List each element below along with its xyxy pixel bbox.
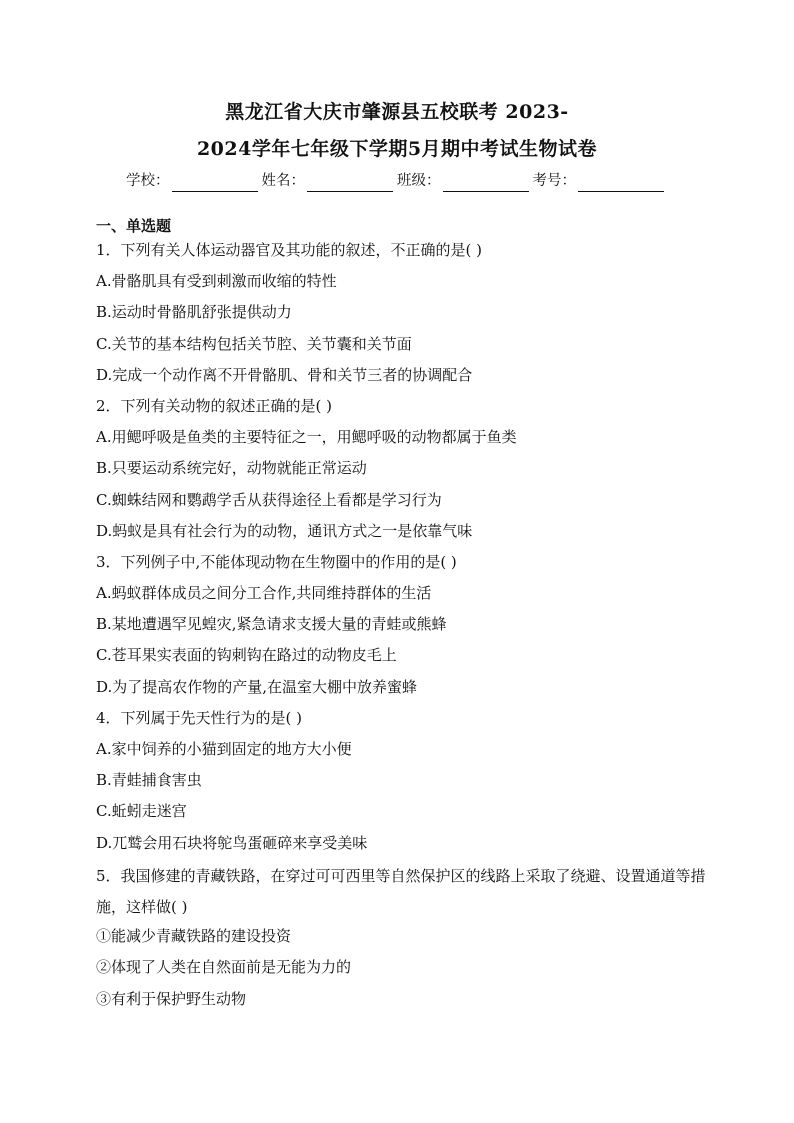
question-2-stem: 2．下列有关动物的叙述正确的是( ) xyxy=(96,396,333,415)
questions-list xyxy=(96,237,706,1017)
question-3-option-b[interactable]: B.某地遭遇罕见蝗灾,紧急请求支援大量的青蛙或熊蜂 xyxy=(96,615,447,634)
question-5-stem: 5．我国修建的青藏铁路，在穿过可可西里等自然保护区的线路上采取了绕避、设置通道等措施，这样做( ) xyxy=(96,866,706,916)
student-info-row xyxy=(0,170,794,192)
question-2-option-a[interactable]: A.用鳃呼吸是鱼类的主要特征之一，用鳃呼吸的动物都属于鱼类 xyxy=(96,428,517,447)
question-5-statement-3: ③有利于保护野生动物 xyxy=(96,989,247,1008)
question-4-stem: 4．下列属于先天性行为的是( ) xyxy=(96,708,303,727)
question-4-option-a[interactable]: A.家中饲养的小猫到固定的地方大小便 xyxy=(96,740,352,758)
class-blank[interactable] xyxy=(443,175,529,192)
class-field[interactable] xyxy=(397,170,531,192)
exam-title-line-2: 2024学年七年级下学期5月期中考试生物试卷 xyxy=(196,138,598,160)
question-1-option-b[interactable]: B.运动时骨骼肌舒张提供动力 xyxy=(96,303,292,322)
name-blank[interactable] xyxy=(307,175,393,192)
name-label: 姓名： xyxy=(261,173,305,189)
question-4-option-c[interactable]: C.蚯蚓走迷宫 xyxy=(96,802,187,821)
question-4-option-b[interactable]: B.青蛙捕食害虫 xyxy=(96,771,202,790)
school-field[interactable] xyxy=(126,170,260,192)
exam-number-blank[interactable] xyxy=(578,175,664,192)
question-5-statement-2: ②体现了人类在自然面前是无能为力的 xyxy=(96,958,352,977)
name-field[interactable] xyxy=(262,170,396,192)
exam-number-label: 考号： xyxy=(532,173,576,189)
question-2-option-d[interactable]: D.蚂蚁是具有社会行为的动物，通讯方式之一是依靠气味 xyxy=(96,521,473,540)
exam-number-field[interactable] xyxy=(533,170,667,192)
school-label: 学校： xyxy=(126,173,170,189)
question-3-stem: 3．下列例子中,不能体现动物在生物圈中的作用的是( ) xyxy=(96,552,457,571)
section-heading: 一、单选题 xyxy=(96,217,172,235)
question-1-option-c[interactable]: C.关节的基本结构包括关节腔、关节囊和关节面 xyxy=(96,334,412,353)
question-2-option-c[interactable]: C.蜘蛛结网和鹦鹉学舌从获得途径上看都是学习行为 xyxy=(96,490,442,509)
class-label: 班级： xyxy=(397,173,441,189)
school-blank[interactable] xyxy=(172,175,258,192)
question-3-option-c[interactable]: C.苍耳果实表面的钩刺钩在路过的动物皮毛上 xyxy=(96,646,397,665)
question-1-option-d[interactable]: D.完成一个动作离不开骨骼肌、骨和关节三者的协调配合 xyxy=(96,365,473,384)
question-3-option-a[interactable]: A.蚂蚁群体成员之间分工合作,共同维持群体的生活 xyxy=(96,584,432,603)
question-1-option-a[interactable]: A.骨骼肌具有受到刺激而收缩的特性 xyxy=(96,272,337,291)
question-1-stem: 1．下列有关人体运动器官及其功能的叙述，不正确的是( ) xyxy=(96,241,483,259)
question-2-option-b[interactable]: B.只要运动系统完好，动物就能正常运动 xyxy=(96,459,367,478)
question-5-statement-1: ①能减少青藏铁路的建设投资 xyxy=(96,927,292,946)
question-4-option-d[interactable]: D.兀鹫会用石块将鸵鸟蛋砸碎来享受美味 xyxy=(96,833,368,852)
exam-title-line-1: 黑龙江省大庆市肇源县五校联考 2023- xyxy=(225,101,569,123)
question-3-option-d[interactable]: D.为了提高农作物的产量,在温室大棚中放养蜜蜂 xyxy=(96,677,418,696)
